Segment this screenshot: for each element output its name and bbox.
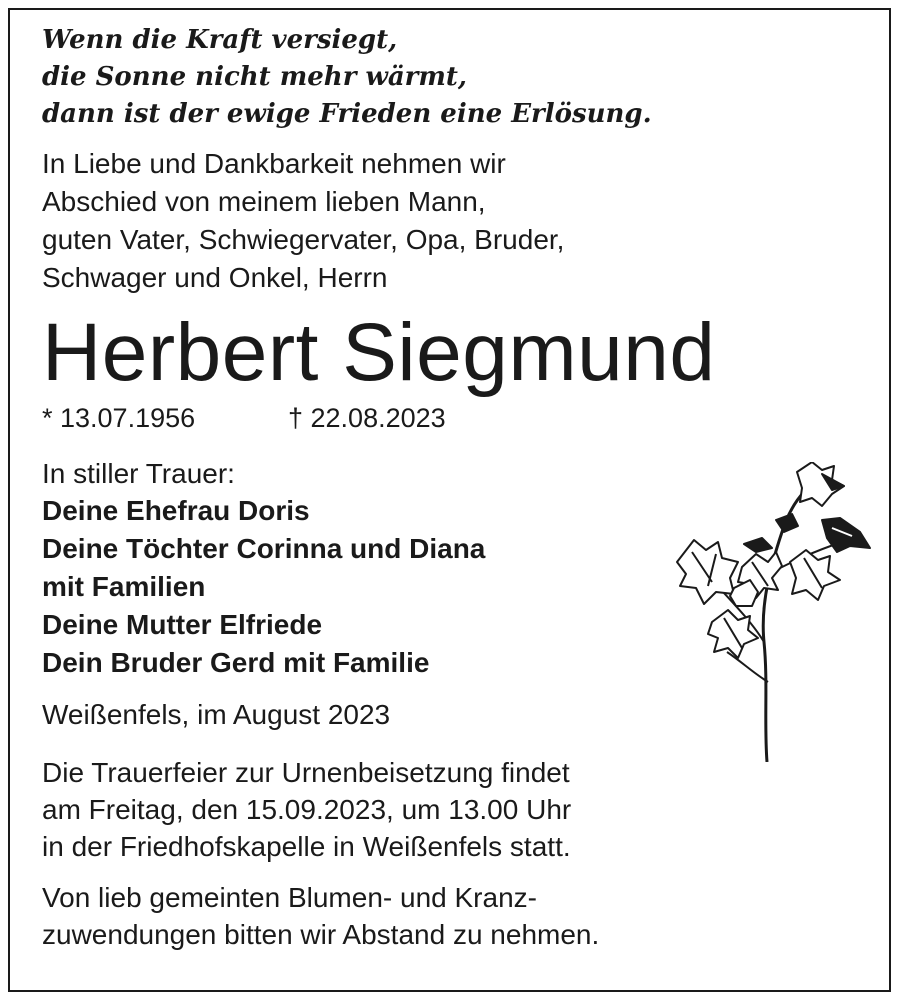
intro-line: guten Vater, Schwiegervater, Opa, Bruder, [42,224,565,255]
ivy-branch-icon [672,462,882,762]
death-date: † 22.08.2023 [288,403,446,433]
mourner-item: Dein Bruder Gerd mit Familie [42,647,430,678]
mourner-item: Deine Mutter Elfriede [42,609,323,640]
mourner-item: mit Familien [42,571,206,602]
motto-line: dann ist der ewige Frieden eine Erlösung. [42,99,652,129]
motto-verse [42,22,842,133]
intro-text [42,145,842,297]
mourner-item: Deine Ehefrau Doris [42,495,310,526]
request-line: Von lieb gemeinten Blumen- und Kranz- [42,882,537,913]
flower-request [42,879,842,953]
motto-line: Wenn die Kraft versiegt, [42,25,398,55]
request-line: zuwendungen bitten wir Abstand zu nehmen. [42,919,600,950]
motto-line: die Sonne nicht mehr wärmt, [42,62,467,92]
life-dates [42,401,842,435]
mourner-item: Deine Töchter Corinna und Diana [42,533,486,564]
obituary-content [42,22,842,953]
ceremony-line: am Freitag, den 15.09.2023, um 13.00 Uhr [42,794,572,825]
ceremony-line: Die Trauerfeier zur Urnenbeisetzung findet [42,757,570,788]
intro-line: In Liebe und Dankbarkeit nehmen wir [42,148,506,179]
birth-date: * 13.07.1956 [42,403,196,433]
ceremony-info [42,754,842,865]
intro-line: Abschied von meinem lieben Mann, [42,186,486,217]
ceremony-line: in der Friedhofskapelle in Weißenfels statt. [42,831,571,862]
intro-line: Schwager und Onkel, Herrn [42,262,388,293]
deceased-name: Herbert Siegmund [42,307,716,398]
mourning-label: In stiller Trauer: [42,458,235,489]
place-date: Weißenfels, im August 2023 [42,699,391,730]
